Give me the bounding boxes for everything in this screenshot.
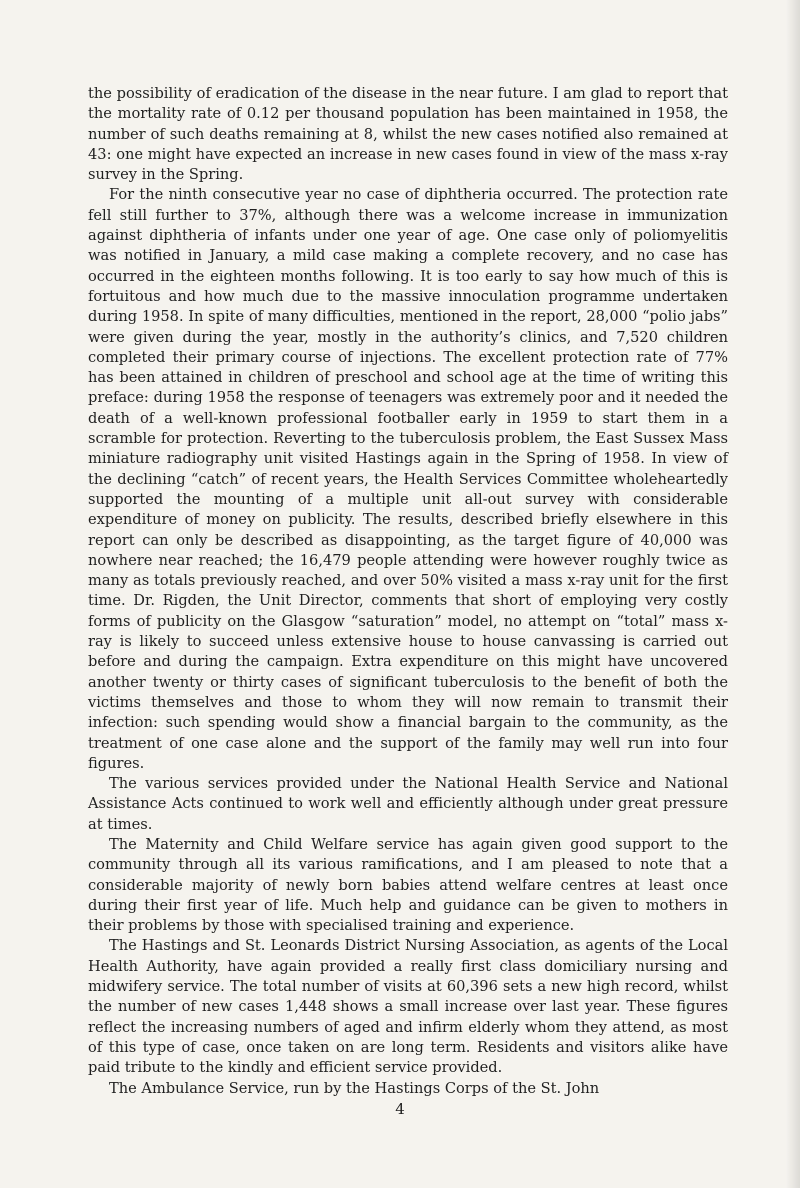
document-body [88, 84, 728, 1099]
paragraph-maternity-child-welfare: The Maternity and Child Welfare service has again given good support to the community through all its various ramifications, and I am pleased to note that a considerable majority of newly born babies attend welfare centres at least once during their first year of life. Much help and guidance can be given to mothers in their problems by those with specialised training and experience. [88, 835, 728, 935]
page-number: 4 [395, 1100, 405, 1118]
paragraph-district-nursing: The Hastings and St. Leonards District Nursing Association, as agents of the Local Health Authority, have again provided a really first class domiciliary nursing and midwifery service. The total number of visits at 60,396 sets a new high record, whilst the number of new cases 1,448 shows a small increase over last year. These figures reflect the increasing numbers of aged and infirm elderly whom they attend, as most of this type of case, once taken on are long term. Residents and visitors alike have paid tribute to the kindly and efficient service provided. [88, 937, 728, 1077]
paragraph-tuberculosis-continued: the possibility of eradication of the disease in the near future. I am glad to report that the mortality rate of 0.12 per thousand population has been maintained in 1958, the number of such deaths remaining at 8, whilst the new cases notified also remained at 43: one might have expected an increase in new cases found in view of the mass x-ray survey in the Spring. [88, 85, 728, 184]
paragraph-ambulance-service: The Ambulance Service, run by the Hastings Corps of the St. John [109, 1079, 600, 1097]
paragraph-diphtheria-polio-tuberculosis: For the ninth consecutive year no case of diphtheria occurred. The protection rate fell still further to 37%, although there was a welcome increase in immunization against diphtheria of infants under one year of age. One case only of poliomyelitis was notified in January, a mild case making a complete recovery, and no case has occurred in the eighteen months following. It is too early to say how much of this is fortuitous and how much due to the massive innoculation programme undertaken during 1958. In spite of many difficulties, mentioned in the report, 28,000 “polio jabs” were given during the year, mostly in the authority’s clinics, and 7,520 children completed their primary course of injections. The excellent protection rate of 77% has been attained in children of preschool and school age at the time of writing this preface: during 1958 the response of teenagers was extremely poor and it needed the death of a well-known professional footballer early in 1959 to start them in a scramble for protection. Reverting to the tuberculosis problem, the East Sussex Mass miniature radiography unit visited Hastings again in the Spring of 1958. In view of the declining “catch” of recent years, the Health Services Committee wholeheartedly supported the mounting of a multiple unit all-out survey with considerable expenditure of money on publicity. The results, described briefly elsewhere in this report can only be described as disappointing, as the target figure of 40,000 was nowhere near reached; the 16,479 people attending were however roughly twice as many as totals previously reached, and over 50% visited a mass x-ray unit for the first time. Dr. Rigden, the Unit Director, comments that short of employing very costly forms of publicity on the Glasgow “saturation” model, no attempt on “total” mass x-ray is likely to succeed unless extensive house to house canvassing is carried out before and during the campaign. Extra expenditure on this might have uncovered another twenty or thirty cases of significant tuberculosis to the benefit of both the victims themselves and those to whom they will now remain to transmit their infection: such spending would show a financial bargain to the community, as the treatment of one case alone and the support of the family may well run into four figures. [88, 186, 728, 772]
paragraph-national-health-services: The various services provided under the National Health Service and National Assistance Acts continued to work well and efficiently although under great pressure at times. [88, 775, 728, 833]
page-edge-shadow [786, 0, 800, 1188]
